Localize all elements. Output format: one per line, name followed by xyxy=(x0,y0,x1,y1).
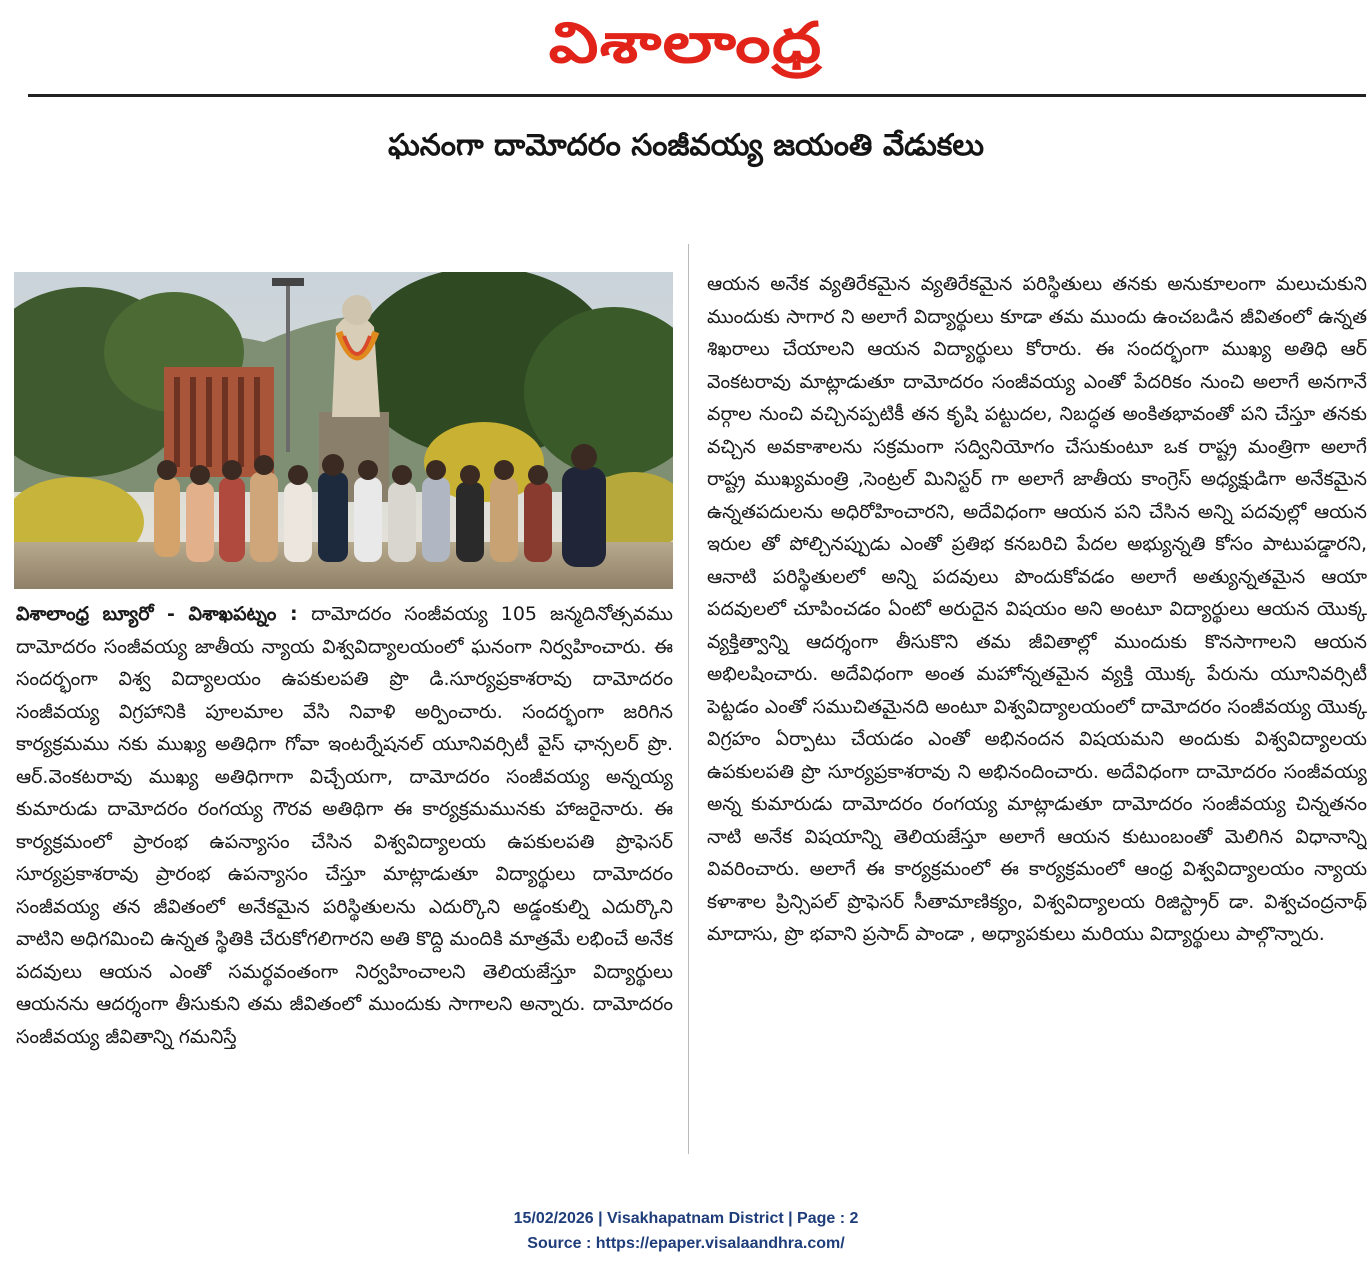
footer-edition-info: 15/02/2026 | Visakhapatnam District | Page : 2 xyxy=(513,1210,859,1227)
newspaper-logo: విశాలాంధ్ర xyxy=(549,10,823,76)
article-body-right xyxy=(707,268,1367,1134)
footer-source-link[interactable]: Source : https://epaper.visalaandhra.com/ xyxy=(527,1235,845,1252)
masthead-divider xyxy=(28,94,1366,97)
article-dateline: విశాలాంధ్ర బ్యూరో - విశాఖపట్నం : xyxy=(16,603,312,625)
article-body-left xyxy=(16,598,673,1133)
statue-ceremony-photo xyxy=(14,272,673,589)
page-footer xyxy=(0,1206,1372,1256)
column-divider xyxy=(688,244,689,1154)
article-photo xyxy=(14,272,673,589)
article-headline: ఘనంగా దామోదరం సంజీవయ్య జయంతి వేడుకలు xyxy=(387,128,985,163)
article-text-left: దామోదరం సంజీవయ్య 105 జన్మదినోత్సవము దామోదరం సంజీవయ్య జాతీయ న్యాయ విశ్వవిద్యాలయంలో ఘనంగా నిర్వహించారు. ఈ సందర్భంగా విశ్వ విద్యాలయం ఉపకులపతి ప్రొ డి.సూర్యప్రకాశరావు దామోదరం సంజీవయ్య విగ్రహానికి పూలమాల వేసి నివాళి అర్పించారు. సందర్భంగా జరిగిన కార్యక్రమము నకు ముఖ్య అతిధిగా గోవా ఇంటర్నేషనల్ యూనివర్సిటీ వైస్ ఛాన్సలర్ ప్రొ. ఆర్.వెంకటరావు ముఖ్య అతిధిగాగా విచ్చేయగా, దామోదరం సంజీవయ్య అన్నయ్య కుమారుడు దామోదరం రంగయ్య గౌరవ అతిథిగా ఈ కార్యక్రమమునకు హాజరైనారు. ఈ కార్యక్రమంలో ప్రారంభ ఉపన్యాసం చేసిన విశ్వవిద్యాలయ ఉపకులపతి ప్రొఫెసర్ సూర్యప్రకాశరావు ప్రారంభ ఉపన్యాసం చేస్తూ మాట్లాడుతూ విద్యార్థులు దామోదరం సంజీవయ్య తన జీవితంలో అనేకమైన పరిస్థితులను ఎదుర్కొని అడ్డంకుల్ని ఎదుర్కొని వాటిని అధిగమించి ఉన్నత స్థితికి చేరుకోగలిగారని అతి కొద్ది మందికి మాత్రమే లభించే అనేక పదవులు ఆయన ఎంతో సమర్థవంతంగా నిర్వహించాలని తెలియజేస్తూ విద్యార్థులు ఆయనను ఆదర్శంగా తీసుకుని తమ జీవితంలో ముందుకు సాగాలని అన్నారు. దామోదరం సంజీవయ్య జీవితాన్ని గమనిస్తే xyxy=(16,603,673,1048)
masthead xyxy=(0,0,1372,92)
article-text-right: ఆయన అనేక వ్యతిరేకమైన వ్యతిరేకమైన పరిస్థితులు తనకు అనుకూలంగా మలుచుకుని ముందుకు సాగార ని అలాగే విద్యార్థులు కూడా తమ ముందు ఉంచబడిన జీవితంలో ఉన్నత శిఖరాలు చేయాలని ఆయన విద్యార్థులు కోరారు. ఈ సందర్భంగా ముఖ్య అతిధి ఆర్ వెంకటరావు మాట్లాడుతూ దామోదరం సంజీవయ్య ఎంతో పేదరికం నుంచి అలాగే అనగానే వర్గాల నుంచి వచ్చినప్పటికీ తన కృషి పట్టుదల, నిబద్ధత అంకితభావంతో పని చేస్తూ తనకు వచ్చిన అవకాశాలను సక్రమంగా సద్వినియోగం చేసుకుంటూ ఒక రాష్ట్ర మంత్రిగా అలాగే రాష్ట్ర ముఖ్యమంత్రి ,సెంట్రల్ మినిస్టర్ గా అలాగే జాతీయ కాంగ్రెస్ అధ్యక్షుడిగా అనేకమైన ఉన్నతపదులను అధిరోహించారని, అదేవిధంగా ఆయన పని చేసిన అన్ని పదవుల్లో ఆయన ఇరుల తో పోల్చినప్పుడు ఎంతో ప్రతిభ కనబరిచి పేదల అభ్యున్నతి కోసం పాటుపడ్డారని, ఆనాటి పరిస్థితులలో అన్ని పదవులు పొందుకోవడం అలాగే అత్యున్నతమైన ఆయా పదవులలో చూపించడం ఏంటో అరుదైన విషయం అని అంటూ విద్యార్థులు ఆయన యొక్క వ్యక్తిత్వాన్ని ఆదర్శంగా తీసుకొని తమ జీవితాల్లో ముందుకు కొనసాగాలని ఆయన అభిలషించారు. అదేవిధంగా అంత మహోన్నతమైన వ్యక్తి యొక్క పేరును యూనివర్సిటీ పెట్టడం ఎంతో సముచితమైనది అంటూ విశ్వవిద్యాలయంలో దామోదరం సంజీవయ్య యొక్క విగ్రహం ఏర్పాటు చేయడం ఎంతో అభినందన విషయమని అందుకు విశ్వవిద్యాలయ ఉపకులపతి ప్రొ సూర్యప్రకాశరావు ని అభినందించారు. అదేవిధంగా దామోదరం సంజీవయ్య అన్న కుమారుడు దామోదరం రంగయ్య మాట్లాడుతూ దామోదరం సంజీవయ్య చిన్నతనం నాటి అనేక విషయాన్ని తెలియజేస్తూ అలాగే ఆయన కుటుంబంతో మెలిగిన విధానాన్ని వివరించారు. అలాగే ఈ కార్యక్రమంలో ఈ కార్యక్రమంలో ఆంధ్ర విశ్వవిద్యాలయం న్యాయ కళాశాల ప్రిన్సిపల్ ప్రొఫెసర్ సీతామాణిక్యం, విశ్వవిద్యాలయ రిజిస్ట్రార్ డా. విశ్వచంద్రనాథ్ మాదాసు, ప్రొ భవాని ప్రసాద్ పాండా , అధ్యాపకులు మరియు విద్యార్థులు పాల్గొన్నారు. xyxy=(707,273,1367,945)
